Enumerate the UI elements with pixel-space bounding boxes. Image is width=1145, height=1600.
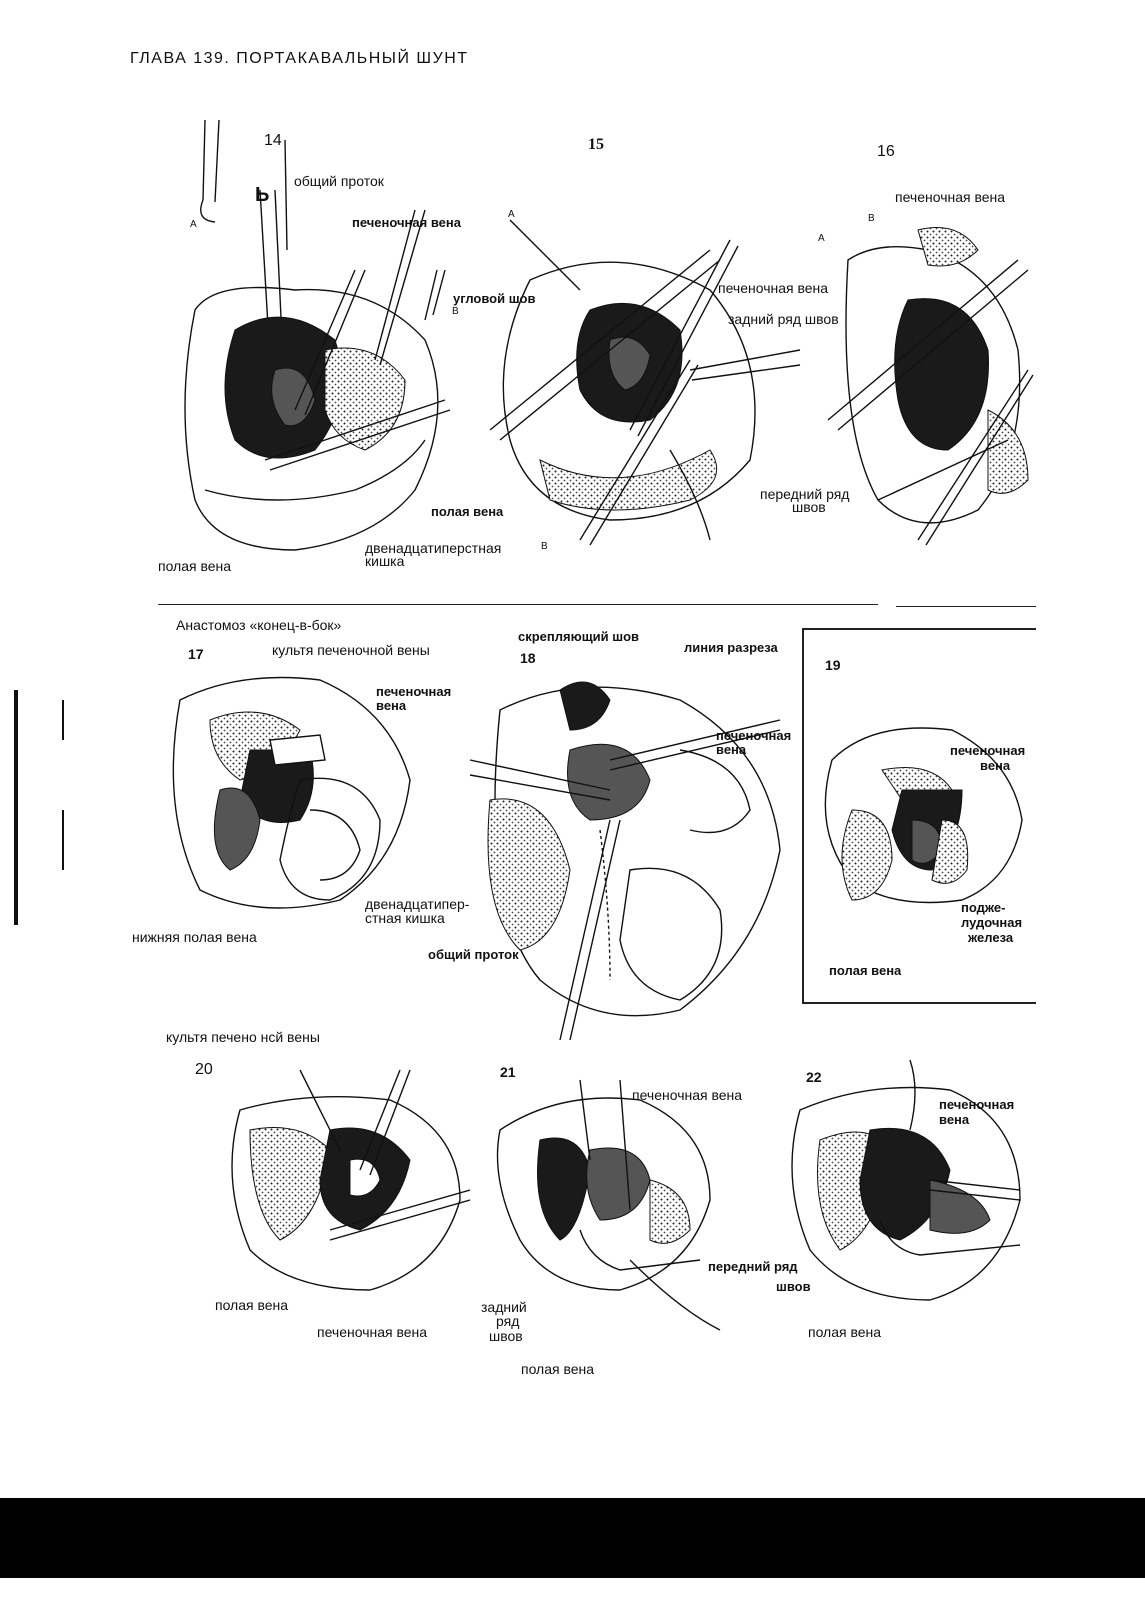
figure-16-label-hepatic-vein: печеночная вена — [895, 189, 1006, 205]
scan-margin-bar — [14, 690, 18, 925]
figure-22-label-hepatic-vein-2: вена — [939, 1112, 970, 1127]
scan-margin-bar — [62, 700, 64, 740]
figure-16-label-anterior-row-2: швов — [792, 499, 826, 515]
figure-18-label-stay-suture: скрепляющий шов — [518, 629, 640, 644]
figure-15-letter-b: B — [541, 541, 548, 552]
figure-15-label-posterior-row: задний ряд швов — [728, 311, 839, 327]
figure-20-illustration — [210, 1050, 470, 1300]
figure-14-label-vena-cava: полая вена — [158, 558, 232, 574]
figure-14-label-common-duct: общий проток — [294, 173, 384, 189]
figure-16-letter-a: A — [818, 233, 825, 244]
figure-14-number: 14 — [264, 132, 282, 149]
figure-22-illustration — [780, 1050, 1030, 1320]
figure-20-label-hepatic-vein: печеночная вена — [317, 1324, 428, 1340]
chapter-header: ГЛАВА 139. ПОРТАКАВАЛЬНЫЙ ШУНТ — [130, 50, 469, 67]
figure-18-illustration — [460, 650, 800, 1040]
figure-18-label-incision-line: линия разреза — [684, 640, 778, 655]
figure-21-label-vena-cava: полая вена — [521, 1361, 595, 1377]
scan-footer-bar — [0, 1498, 1145, 1578]
figure-16-number: 16 — [877, 143, 895, 160]
figure-21-label-hepatic-vein: печеночная вена — [632, 1087, 743, 1103]
figure-22-label-vena-cava: полая вена — [808, 1324, 882, 1340]
figure-19-label-vena-cava: полая вена — [829, 963, 902, 978]
figure-20-number: 20 — [195, 1061, 213, 1078]
figure-15-illustration — [470, 200, 810, 570]
figure-15-letter-a: A — [508, 209, 515, 220]
figure-17-label-hepatic-vein-2: вена — [376, 698, 407, 713]
figure-14-label-corner-suture: угловой шов — [453, 291, 536, 306]
figure-15-label-hepatic-vein: печеночная вена — [718, 280, 829, 296]
figure-17-label-duodenum-1: двенадцатипер- — [365, 896, 470, 912]
section-title-anastomosis: Анастомоз «конец-в-бок» — [176, 617, 342, 633]
figure-19-number: 19 — [825, 657, 841, 673]
figure-14-label-duodenum-2: кишка — [365, 553, 405, 569]
figure-20-label-vena-cava: полая вена — [215, 1297, 289, 1313]
figure-21-label-posterior-row-3: швов — [489, 1328, 523, 1344]
figure-16-illustration — [818, 200, 1038, 560]
figure-20-label-hepatic-stump: культя печено нсй вены — [166, 1029, 320, 1045]
figure-16-label-anterior-row-1: передний ряд — [760, 486, 850, 502]
figure-18-label-hepatic-vein-2: вена — [716, 742, 747, 757]
divider-rule — [158, 604, 878, 605]
figure-15-label-vena-cava: полая вена — [431, 504, 504, 519]
divider-rule — [896, 606, 1036, 607]
figure-19-label-hepatic-vein-1: печеночная — [950, 743, 1026, 758]
figure-19-label-pancreas-2: лудочная — [961, 915, 1023, 930]
figure-16-letter-b: B — [868, 213, 875, 224]
figure-17-label-duodenum-2: стная кишка — [365, 910, 445, 926]
figure-17-label-inferior-cava: нижняя полая вена — [132, 929, 257, 945]
figure-22-label-hepatic-vein-1: печеночная — [939, 1097, 1015, 1112]
figure-18-label-hepatic-vein-1: печеночная — [716, 728, 792, 743]
figure-21-label-posterior-row-1: задний — [481, 1299, 527, 1315]
figure-19-label-pancreas-3: железа — [968, 930, 1014, 945]
figure-14-label-hepatic-vein: печеночная вена — [352, 215, 461, 230]
figure-21-number: 21 — [500, 1064, 516, 1080]
figure-21-label-posterior-row-2: ряд — [496, 1313, 520, 1329]
figure-15-number: 15 — [588, 136, 604, 153]
figure-19-label-pancreas-1: подже- — [961, 900, 1006, 915]
figure-22-label-anterior-row-2: швов — [776, 1279, 811, 1294]
figure-14-letter-bold: Ь — [255, 184, 270, 206]
figure-22-number: 22 — [806, 1069, 822, 1085]
figure-14-letter-a: A — [190, 219, 197, 230]
figure-14-label-duodenum-1: двенадцатиперстная — [365, 540, 502, 556]
scan-margin-bar — [62, 810, 64, 870]
figure-17-label-hepatic-stump: культя печеночной вены — [272, 642, 430, 658]
figure-22-label-anterior-row-1: передний ряд — [708, 1259, 798, 1274]
figure-18-number: 18 — [520, 650, 536, 666]
figure-18-label-common-duct: общий проток — [428, 947, 519, 962]
figure-17-number: 17 — [188, 646, 204, 662]
figure-14-letter-b: B — [452, 306, 459, 317]
figure-19-label-hepatic-vein-2: вена — [980, 758, 1011, 773]
figure-17-label-hepatic-vein-1: печеночная — [376, 684, 452, 699]
